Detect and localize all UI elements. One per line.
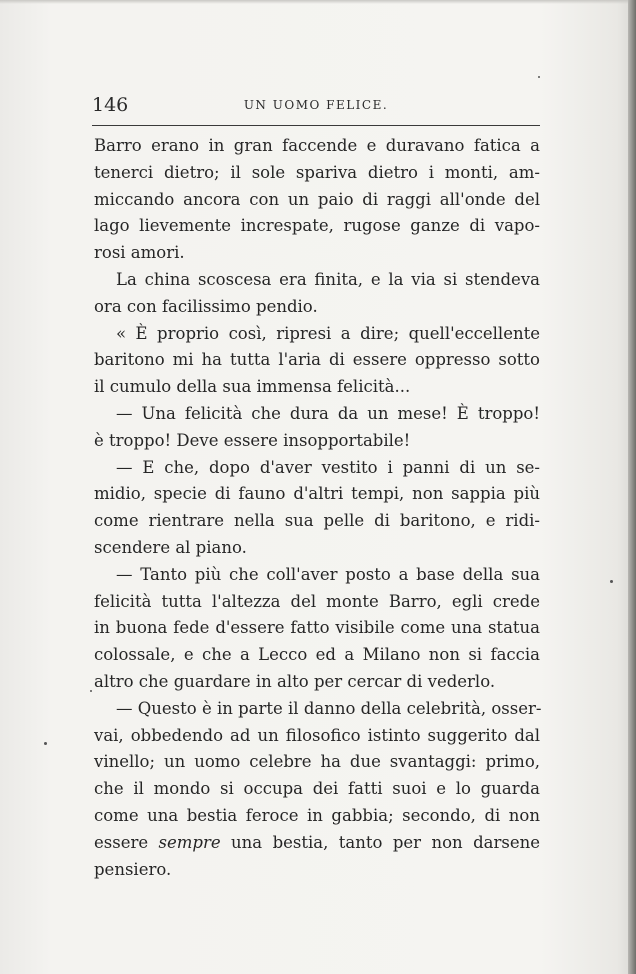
text-line: scendere al piano. xyxy=(94,537,247,557)
paper-speck xyxy=(90,690,92,692)
text-line: — E che, dopo d'aver vestito i panni di un se- xyxy=(116,457,540,477)
text-line xyxy=(94,830,540,857)
page-gutter-shadow xyxy=(628,0,636,974)
text-line: Barro erano in gran faccende e duravano fatica a xyxy=(94,136,540,155)
text-line: colossale, e che a Lecco ed a Milano non si faccia xyxy=(94,645,540,665)
text-line: come una bestia feroce in gabbia; secondo, di non xyxy=(94,805,540,825)
text-line: — Questo è in parte il danno della celebrità, osser- xyxy=(116,698,542,718)
paper-speck xyxy=(538,76,540,78)
page-header xyxy=(92,92,540,122)
header-rule xyxy=(92,125,540,126)
text-line: il cumulo della sua immensa felicità... xyxy=(94,377,411,397)
text-line: midio, specie di fauno d'altri tempi, non sappia più xyxy=(94,484,540,504)
text-line: « È proprio così, ripresi a dire; quell'eccellente xyxy=(116,323,540,343)
text-line: miccando ancora con un paio di raggi all'onde del xyxy=(94,189,540,209)
text-line: baritono mi ha tutta l'aria di essere oppresso sotto xyxy=(94,350,540,370)
text-line: è troppo! Deve essere insopportabile! xyxy=(94,430,411,450)
text-line: rosi amori. xyxy=(94,243,185,263)
text-line: felicità tutta l'altezza del monte Barro, egli crede xyxy=(94,591,540,611)
text-line-segment: essere xyxy=(94,832,159,852)
text-line: in buona fede d'essere fatto visibile come una statua xyxy=(94,618,540,638)
text-line: come rientrare nella sua pelle di baritono, e ridi- xyxy=(94,511,540,531)
text-line: lago lievemente increspate, rugose ganze di vapo- xyxy=(94,216,540,236)
paper-speck xyxy=(610,580,613,583)
text-line-segment: una bestia, tanto per non darsene xyxy=(220,832,540,852)
text-line: tenerci dietro; il sole spariva dietro i monti, am- xyxy=(94,162,540,182)
italic-word: sempre xyxy=(158,832,221,852)
page-top-shadow xyxy=(0,0,636,4)
running-title: UN UOMO FELICE. xyxy=(243,98,389,112)
text-line: altro che guardare in alto per cercar di vederlo. xyxy=(94,671,496,691)
text-line: ora con facilissimo pendio. xyxy=(94,296,318,316)
text-line: vai, obbedendo ad un filosofico istinto suggerito dal xyxy=(94,725,540,745)
paper-speck xyxy=(44,742,47,745)
text-line: che il mondo si occupa dei fatti suoi e lo guarda xyxy=(94,779,540,799)
text-line: — Una felicità che dura da un mese! È troppo! xyxy=(116,403,540,423)
text-line: vinello; un uomo celebre ha due svantaggi: primo, xyxy=(94,752,540,772)
text-line: pensiero. xyxy=(94,859,172,879)
text-line: La china scoscesa era finita, e la via si stendeva xyxy=(116,269,540,289)
text-line: — Tanto più che coll'aver posto a base della sua xyxy=(116,564,540,584)
body-text xyxy=(94,133,540,883)
page-number: 146 xyxy=(92,94,129,116)
